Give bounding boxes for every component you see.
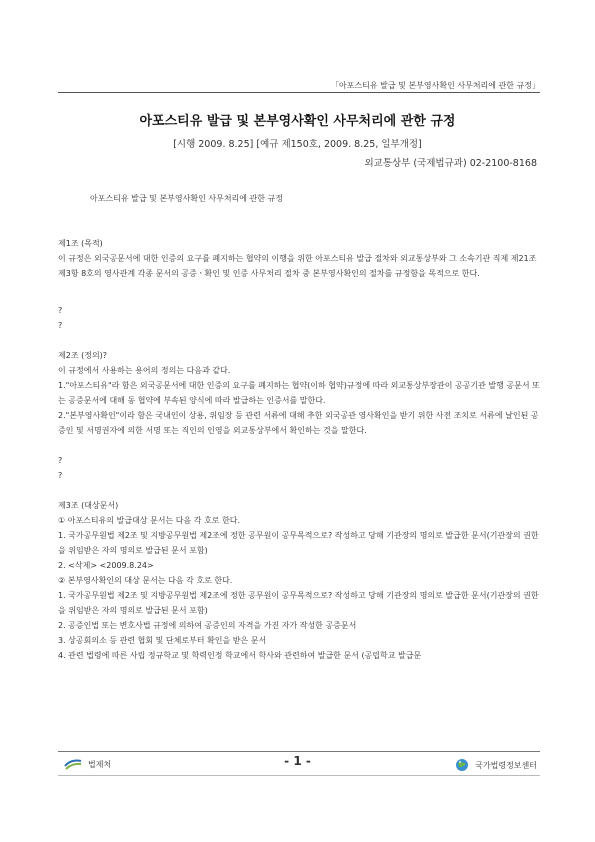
footer-divider	[58, 751, 540, 752]
placeholder-mark: ?	[58, 306, 63, 315]
regulation-subtitle: 아포스티유 발급 및 본부영사확인 사무처리에 관한 규정	[90, 194, 283, 203]
article-3-heading: 제3조 (대상문서)	[58, 501, 119, 510]
footer-right	[455, 758, 537, 772]
footer-right-label: 국가법령정보센터	[475, 760, 537, 770]
footer-left-label: 법제처	[88, 759, 112, 769]
enforcement-info: [시행 2009. 8.25] [예규 제150호, 2009. 8.25, 일부개정]	[173, 139, 422, 150]
article-3-paragraph-1: ① 아포스티유의 발급대상 문서는 다음 각 호로 한다.	[58, 516, 241, 525]
article-2-item-2: 2."본부영사확인"이라 함은 국내인이 상용, 위임장 등 관련 서류에 대해 추한 외국공관 영사확인을 받기 위한 사전 조치로 서류에 날인된 공증인 및 서명권자에 의한 서명 또는 직인의 인영을 외교통상부에서 확인하는 것을 말한다.	[58, 411, 539, 435]
article-3-p2-item-2: 2. 공증인법 또는 변호사법 규정에 의하여 공증인의 자격을 가진 자가 작성한 공증문서	[58, 621, 357, 630]
article-3-p1-item-2: 2. <삭제> <2009.8.24>	[58, 561, 154, 570]
article-3-paragraph-2: ② 본부영사확인의 대상 문서는 다음 각 호로 한다.	[58, 576, 233, 585]
article-2-heading: 제2조 (정의)?	[58, 351, 108, 360]
article-1-heading: 제1조 (목적)	[58, 239, 103, 248]
running-header: 「아포스티유 발급 및 본부영사확인 사무처리에 관한 규정」	[331, 81, 540, 90]
ministry-contact: 외교통상부 (국제법규과) 02-2100-8168	[364, 158, 537, 169]
article-2-intro: 이 규정에서 사용하는 용어의 정의는 다음과 같다.	[58, 366, 231, 375]
document-title: 아포스티유 발급 및 본부영사확인 사무처리에 관한 규정	[139, 114, 456, 129]
article-3-p2-item-4: 4. 관련 법령에 따른 사립 정규학교 및 학력인정 학교에서 학사와 관련하여 발급한 문서 (공립학교 발급문	[58, 651, 422, 660]
globe-logo-icon	[455, 758, 469, 772]
placeholder-mark: ?	[58, 471, 63, 480]
page-number: - 1 -	[284, 754, 311, 768]
footer-divider-lower	[58, 775, 540, 776]
article-1-text: 이 규정은 외국공문서에 대한 인증의 요구를 폐지하는 협약의 이행을 위한 아포스티유 발급 절차와 외교통상부와 그 소속기관 직제 제21조 제3항 8호의 영사관계 각종 문서의 공증ㆍ확인 및 인증 사무처리 절차 중 본부영사확인의 절차를 규정함을 목적으로 한다.	[58, 254, 537, 278]
document-body	[58, 236, 540, 663]
placeholder-mark: ?	[58, 321, 63, 330]
header-divider	[58, 92, 540, 93]
article-3-p2-item-3: 3. 상공회의소 등 관련 협회 및 단체로부터 확인을 받은 문서	[58, 636, 267, 645]
article-3-p2-item-1: 1. 국가공무원법 제2조 및 지방공무원법 제2조에 정한 공무원이 공무목적으로? 작성하고 당해 기관장의 명의로 발급한 문서(기관장의 권한을 위임받은 자의 명의로 발급된 문서 포함)	[58, 591, 539, 615]
placeholder-mark: ?	[58, 456, 63, 465]
article-2-item-1: 1."아포스티유"라 함은 외국공문서에 대한 인증의 요구를 폐지하는 협약(이하 협약)규정에 따라 외교통상부장관이 공공기관 발행 공문서 또는 공증문서에 대해 동 협약에 부속된 양식에 따라 발급하는 인증서를 말한다.	[58, 381, 540, 405]
article-3-p1-item-1: 1. 국가공무원법 제2조 및 지방공무원법 제2조에 정한 공무원이 공무목적으로? 작성하고 당해 기관장의 명의로 발급한 문서(기관장의 권한을 위임받은 자의 명의로 발급된 문서 포함)	[58, 531, 539, 555]
